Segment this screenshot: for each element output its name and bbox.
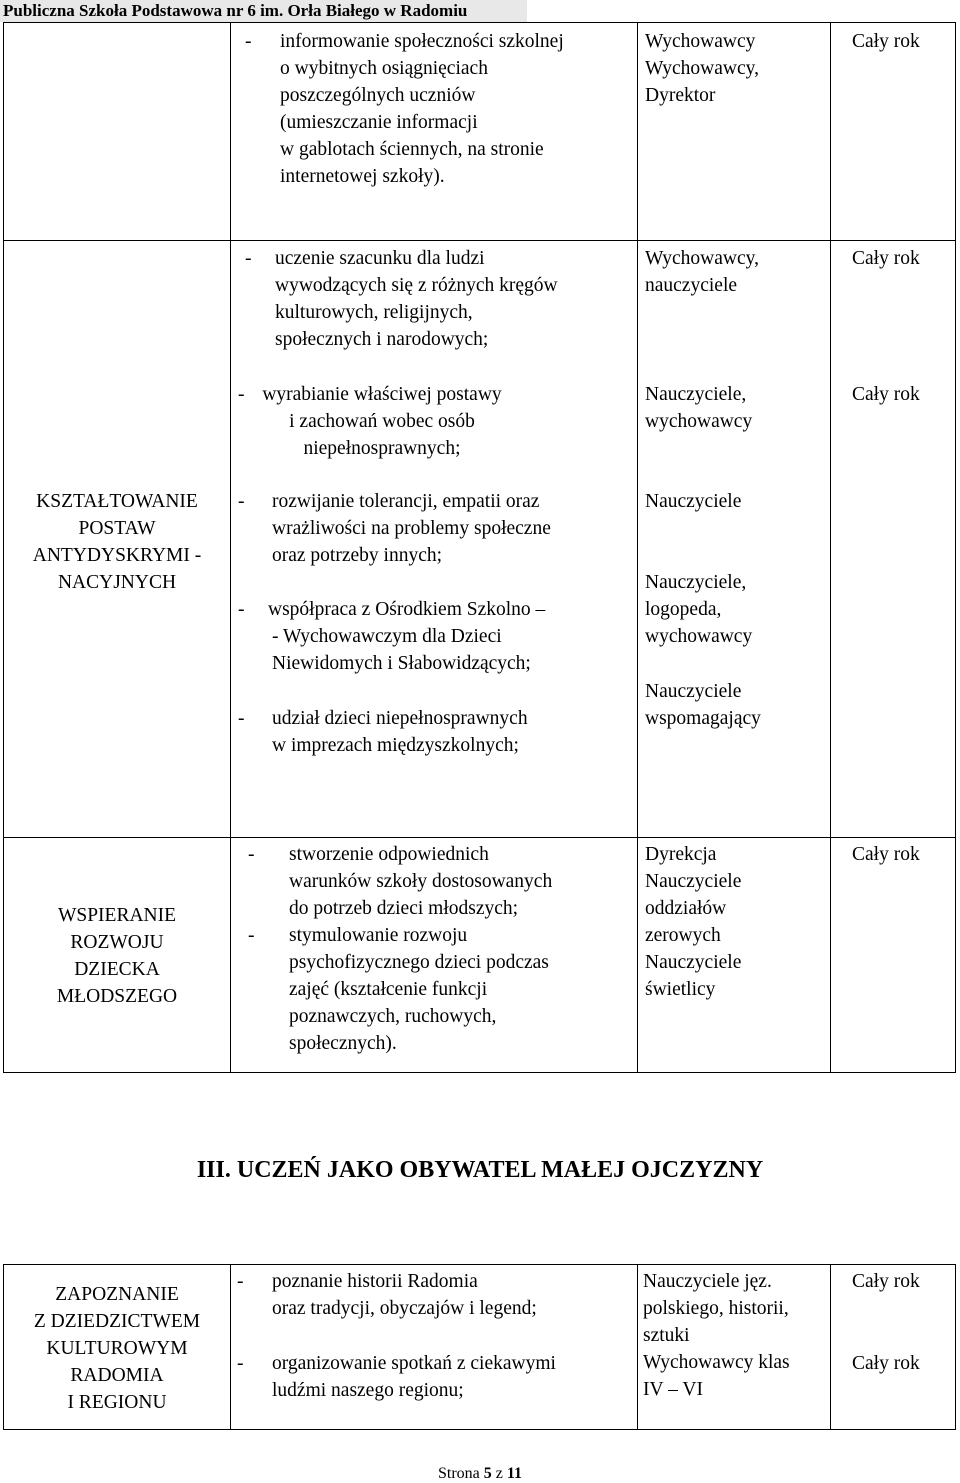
table-border-right [955, 1264, 956, 1430]
task-text: poznanie historii Radomia oraz tradycji, obyczajów i legend; [272, 1271, 537, 1319]
timeframe-text: Cały rok [852, 1271, 920, 1292]
area-title: WSPIERANIE ROZWOJU DZIECKA MŁODSZEGO [56, 905, 178, 1007]
list-dash: - [238, 599, 245, 620]
responsible-text: Wychowawcy, nauczyciele [645, 248, 759, 296]
list-dash: - [238, 708, 245, 729]
responsible-text: Nauczyciele jęz. polskiego, historii, sztuki Wychowawcy klas IV – VI [643, 1271, 790, 1400]
document-header: Publiczna Szkoła Podstawowa nr 6 im. Orła Białego w Radomiu [0, 0, 527, 22]
table-border-right [955, 22, 956, 1073]
timeframe-text: Cały rok [852, 844, 920, 865]
task-text: wyrabianie właściwej postawy i zachowań wobec osób niepełnosprawnych; [262, 384, 502, 459]
responsible-text: Dyrekcja Nauczyciele oddziałów zerowych Nauczyciele świetlicy [645, 844, 742, 1000]
row-divider [3, 837, 956, 838]
responsible-text: Nauczyciele [645, 491, 742, 512]
column-divider [230, 22, 231, 1073]
list-dash: - [238, 384, 245, 405]
task-text: współpraca z Ośrodkiem Szkolno – [268, 599, 546, 620]
task-text: rozwijanie tolerancji, empatii oraz wrażliwości na problemy społeczne oraz potrzeby innych; [272, 491, 551, 566]
page-total: 11 [506, 1465, 522, 1482]
table-border-top [3, 22, 956, 23]
timeframe-text: Cały rok [852, 31, 920, 52]
area-title: KSZTAŁTOWANIE POSTAW ANTYDYSKRYMI - NACYJNYCH [32, 491, 202, 593]
table-border-bottom [3, 1429, 956, 1430]
column-divider [637, 22, 638, 1073]
list-dash: - [238, 491, 245, 512]
page-footer [0, 1465, 960, 1483]
list-dash: - [245, 31, 252, 52]
column-divider [230, 1264, 231, 1430]
timeframe-text: Cały rok [852, 1353, 920, 1374]
list-dash: - [248, 925, 255, 946]
page-number: 5 [483, 1465, 492, 1482]
responsible-text: Nauczyciele wspomagający [645, 681, 761, 729]
responsible-text: Nauczyciele, wychowawcy [645, 384, 753, 432]
table-border-top [3, 1264, 956, 1265]
list-dash: - [237, 1271, 244, 1292]
section-title: III. UCZEŃ JAKO OBYWATEL MAŁEJ OJCZYZNY [196, 1157, 764, 1183]
task-text: informowanie społeczności szkolnej o wybitnych osiągnięciach poszczególnych uczniów (umieszczanie informacji w gablotach ściennych, na stronie internetowej szkoły). [280, 31, 564, 187]
column-divider [830, 1264, 831, 1430]
list-dash: - [245, 248, 252, 269]
task-text: stymulowanie rozwoju psychofizycznego dzieci podczas zajęć (kształcenie funkcji poznawczych, ruchowych, społecznych). [289, 925, 549, 1054]
column-divider [637, 1264, 638, 1430]
list-dash: - [248, 844, 255, 865]
task-text: uczenie szacunku dla ludzi wywodzących się z różnych kręgów kulturowych, religijnych, społecznych i narodowych; [275, 248, 558, 350]
responsible-text: Wychowawcy Wychowawcy, Dyrektor [645, 31, 759, 106]
timeframe-text: Cały rok [852, 248, 920, 269]
task-text: organizowanie spotkań z ciekawymi ludźmi naszego regionu; [272, 1353, 556, 1401]
page-separator: z [491, 1465, 507, 1482]
area-title: ZAPOZNANIE Z DZIEDZICTWEM KULTUROWYM RADOMIA I REGIONU [33, 1284, 201, 1413]
column-divider [830, 22, 831, 1073]
task-text: - Wychowawczym dla Dzieci Niewidomych i Słabowidzących; [272, 626, 531, 674]
timeframe-text: Cały rok [852, 384, 920, 405]
task-text: udział dzieci niepełnosprawnych w imprezach międzyszkolnych; [272, 708, 528, 756]
list-dash: - [237, 1353, 244, 1374]
task-text: stworzenie odpowiednich warunków szkoły dostosowanych do potrzeb dzieci młodszych; [289, 844, 553, 919]
page-label: Strona [437, 1465, 484, 1482]
row-divider [3, 240, 956, 241]
table-border-bottom [3, 1072, 956, 1073]
responsible-text: Nauczyciele, logopeda, wychowawcy [645, 572, 753, 647]
